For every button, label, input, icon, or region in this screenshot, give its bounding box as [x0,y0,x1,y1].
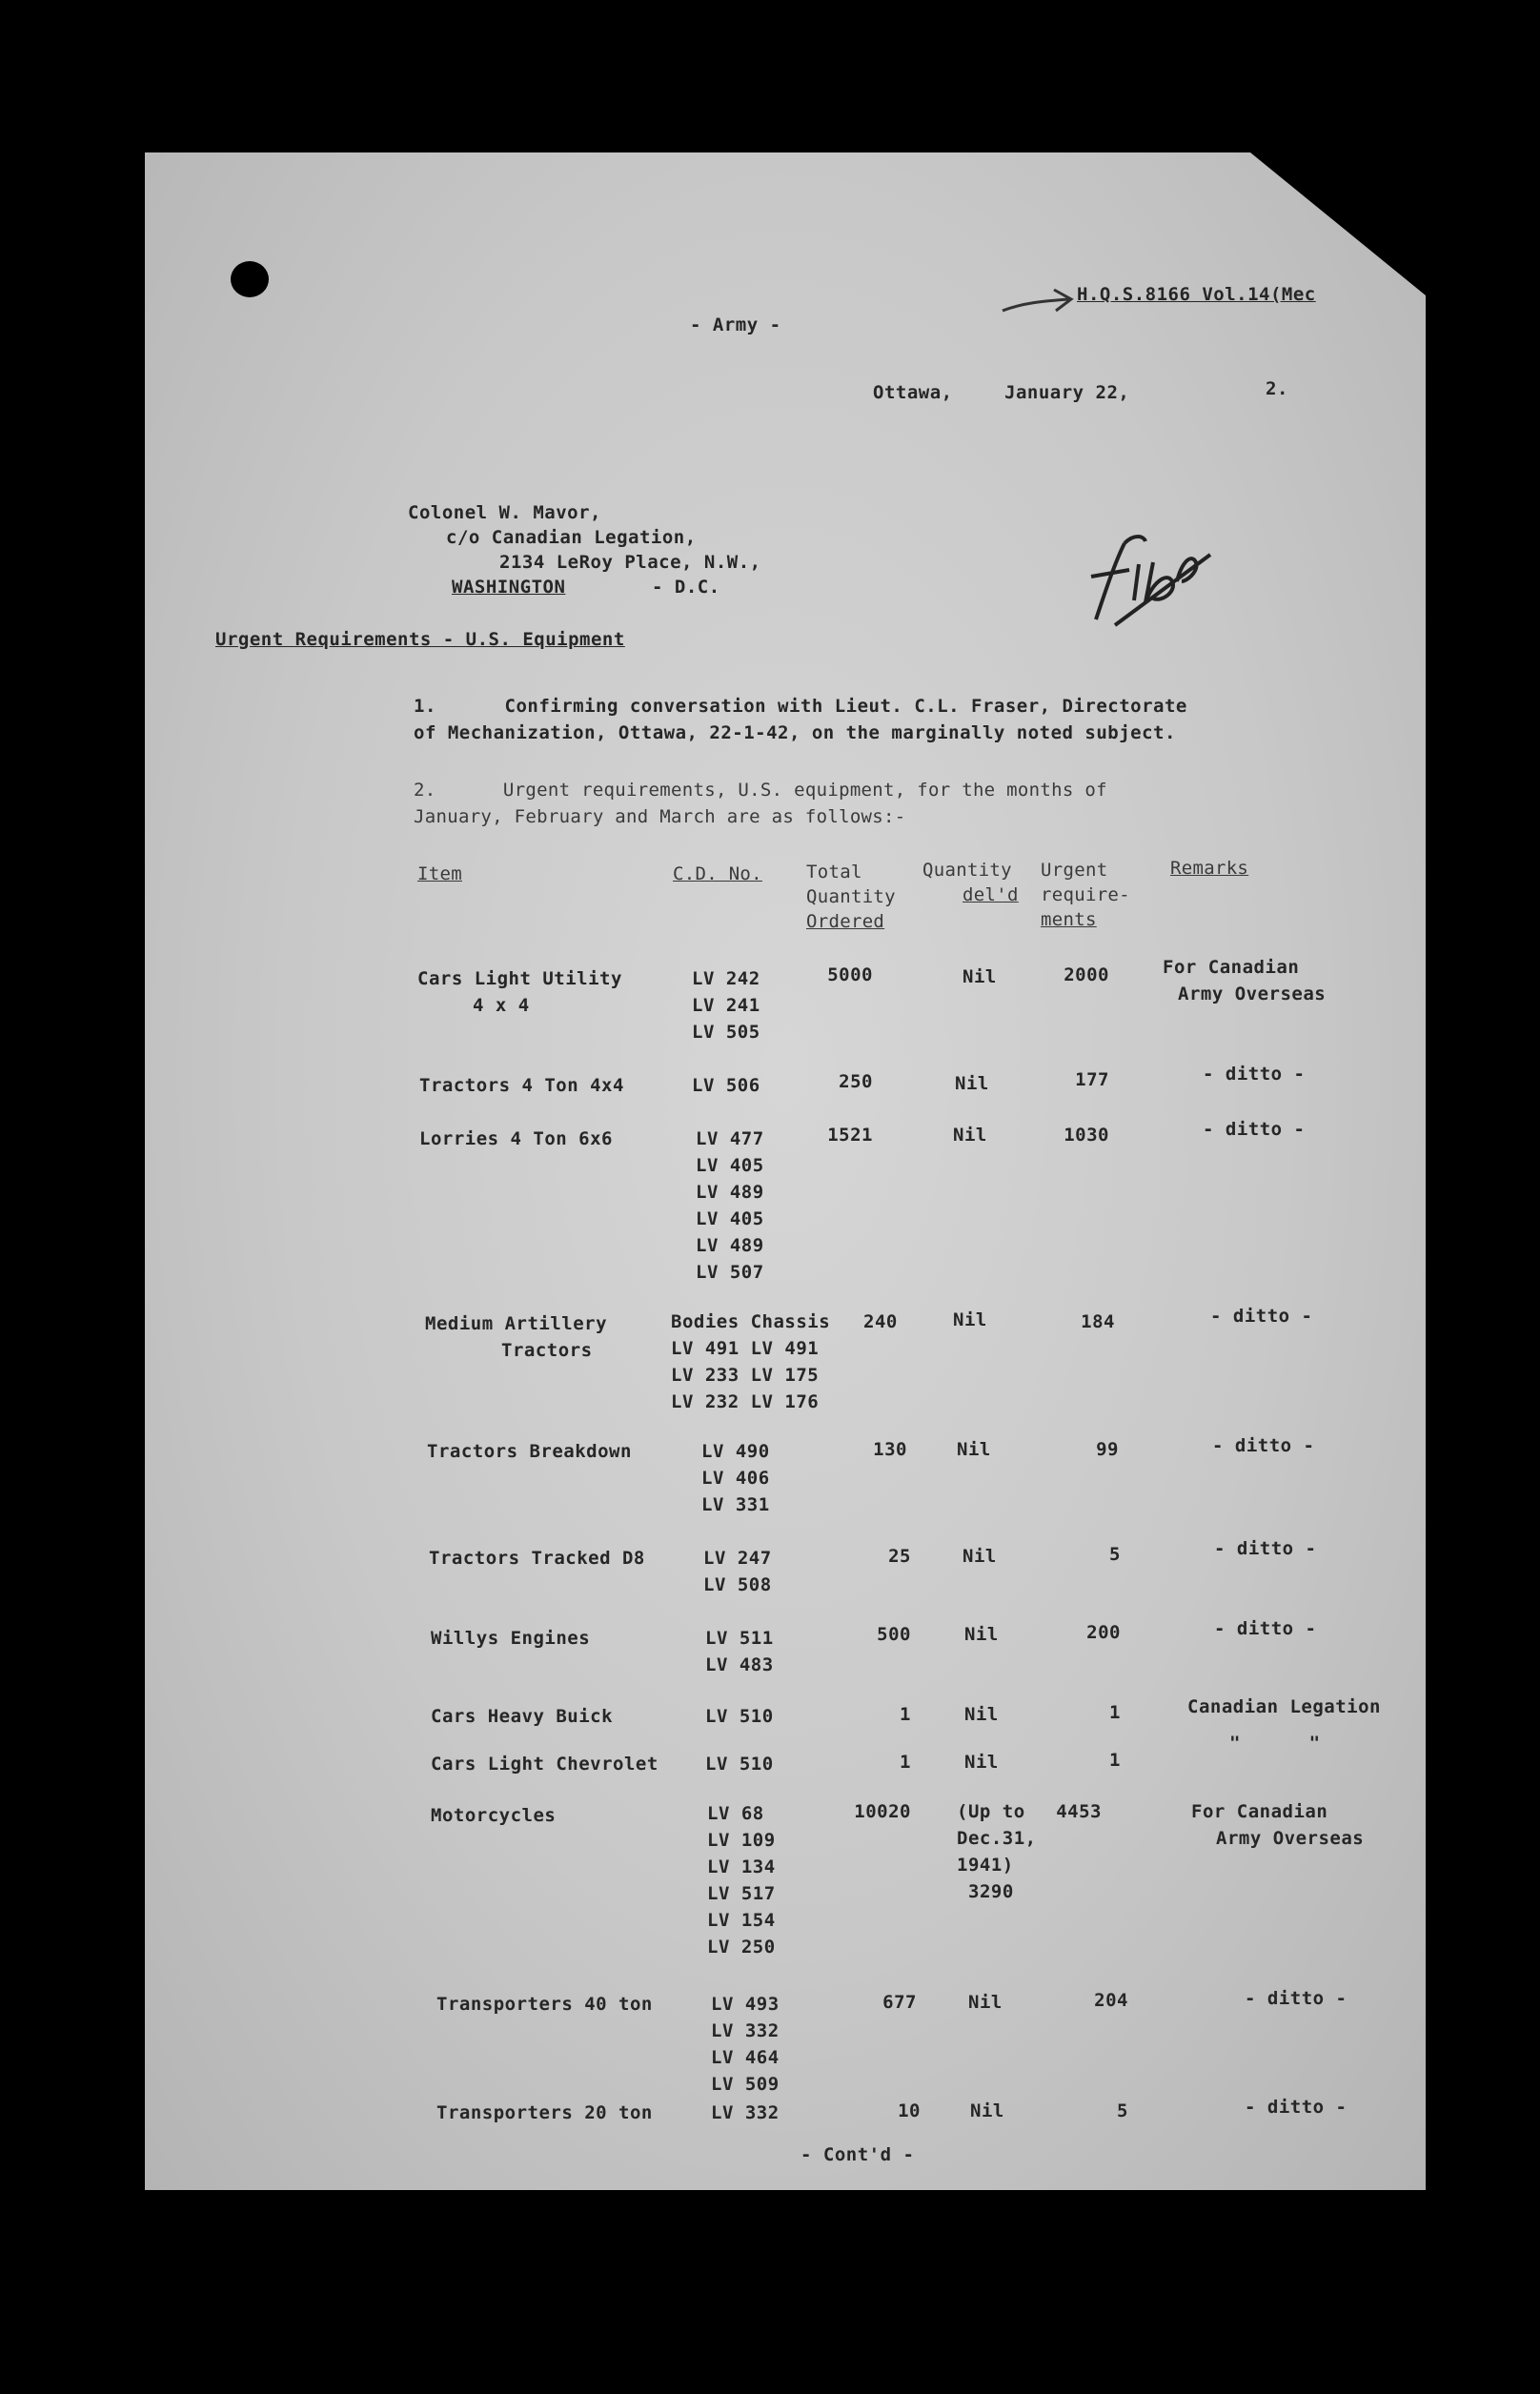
row-cd-no: LV 489 [696,1235,764,1256]
row-item: Tractors Breakdown [427,1441,632,1462]
row-cd-no: LV 247 [703,1548,772,1569]
row-cd-no: LV 464 [711,2047,780,2068]
col-header-remarks: Remarks [1170,858,1249,879]
address-line-3: 2134 LeRoy Place, N.W., [499,552,761,573]
row-urgent: 5 [1109,1544,1121,1565]
row-remarks: For Canadian [1163,957,1300,978]
row-delivered: Nil [957,1439,991,1460]
row-cd-no: LV 511 [705,1628,774,1649]
col-header-total-3: Ordered [806,911,885,932]
row-cd-no: LV 510 [705,1754,774,1775]
row-remarks: For Canadian [1191,1801,1328,1822]
row-remarks: - ditto - [1214,1618,1317,1639]
continued-note: - Cont'd - [800,2144,915,2165]
row-cd-no: Bodies Chassis [671,1311,831,1332]
row-ordered: 250 [839,1071,873,1092]
row-delivered: Nil [970,2100,1004,2121]
row-ordered: 10020 [854,1801,911,1822]
row-remarks: - ditto - [1245,2097,1348,2118]
row-delivered-line: Dec.31, [957,1828,1037,1849]
row-urgent: 5 [1117,2100,1128,2121]
punch-hole [231,261,269,297]
file-reference: H.Q.S.8166 Vol.14(Mec [1077,284,1316,305]
row-ordered: 500 [877,1624,911,1645]
row-item: Tractors Tracked D8 [429,1548,645,1569]
row-urgent: 99 [1096,1439,1119,1460]
row-delivered: Nil [962,1546,997,1567]
paragraph-2-line-2: January, February and March are as follows:- [414,806,906,827]
row-cd-no: LV 332 [711,2102,780,2123]
row-item-line-2: Tractors [501,1340,593,1361]
row-cd-no: LV 405 [696,1208,764,1229]
row-urgent: 1 [1109,1750,1121,1771]
row-cd-no: LV 490 [701,1441,770,1462]
row-remarks-line-2: Army Overseas [1178,984,1327,1004]
subject-heading: Urgent Requirements - U.S. Equipment [215,629,625,650]
row-cd-no: LV 483 [705,1654,774,1675]
row-ordered: 1 [900,1704,911,1725]
row-remarks: " " [1229,1733,1321,1754]
row-item: Transporters 40 ton [436,1994,653,2015]
paragraph-2-line-1: 2. Urgent requirements, U.S. equipment, for the months of [414,780,1107,801]
row-cd-no: LV 489 [696,1182,764,1203]
row-item: Medium Artillery [425,1313,608,1334]
row-remarks: - ditto - [1245,1988,1348,2009]
row-urgent: 200 [1086,1622,1121,1643]
row-cd-no: LV 233 LV 175 [671,1365,820,1386]
row-delivered-line: 1941) [957,1855,1014,1876]
row-delivered: Nil [962,966,997,987]
paragraph-1-line-1: 1. Confirming conversation with Lieut. C.L. Fraser, Directorate [414,696,1187,717]
handwritten-file-note [1086,505,1220,629]
row-ordered: 25 [888,1546,911,1567]
col-header-total-1: Total [806,862,862,883]
row-ordered: 677 [882,1992,917,2013]
row-remarks: - ditto - [1203,1064,1306,1085]
address-state: - D.C. [652,577,720,598]
date: January 22, [1004,382,1130,403]
row-urgent: 184 [1081,1311,1115,1332]
row-cd-no: LV 508 [703,1574,772,1595]
row-item: Willys Engines [431,1628,591,1649]
address-line-1: Colonel W. Mavor, [408,502,601,523]
address-city: WASHINGTON [452,577,566,598]
col-header-total-2: Quantity [806,886,896,907]
row-delivered: (Up to [957,1801,1025,1822]
row-delivered: Nil [953,1309,987,1330]
row-cd-no: LV 134 [707,1856,776,1877]
row-urgent: 1030 [1064,1125,1109,1146]
row-remarks: - ditto - [1203,1119,1306,1140]
row-cd-no: LV 332 [711,2020,780,2041]
row-urgent: 177 [1075,1069,1109,1090]
row-delivered: Nil [964,1624,999,1645]
row-cd-no: LV 250 [707,1937,776,1958]
col-header-urgent-2: require- [1041,884,1130,905]
row-cd-no: LV 507 [696,1262,764,1283]
col-header-delivered-1: Quantity [922,860,1012,881]
row-cd-no: LV 491 LV 491 [671,1338,820,1359]
department: - Army - [690,314,781,335]
document-page [145,152,1426,2190]
row-cd-no: LV 477 [696,1128,764,1149]
row-remarks-line-2: Army Overseas [1216,1828,1365,1849]
row-urgent: 204 [1094,1990,1128,2011]
row-remarks: Canadian Legation [1187,1696,1381,1717]
row-cd-no: LV 241 [692,995,760,1016]
row-ordered: 240 [863,1311,898,1332]
col-header-urgent-1: Urgent [1041,860,1108,881]
row-cd-no: LV 406 [701,1468,770,1489]
row-ordered: 130 [873,1439,907,1460]
row-ordered: 10 [898,2100,921,2121]
row-remarks: - ditto - [1212,1435,1315,1456]
row-item: Transporters 20 ton [436,2102,653,2123]
row-cd-no: LV 510 [705,1706,774,1727]
row-ordered: 1521 [827,1125,873,1146]
row-cd-no: LV 505 [692,1022,760,1043]
row-cd-no: LV 405 [696,1155,764,1176]
row-cd-no: LV 509 [711,2074,780,2095]
place: Ottawa, [873,382,953,403]
col-header-delivered-2: del'd [962,884,1019,905]
col-header-cd-no: C.D. No. [673,863,762,884]
paragraph-1-line-2: of Mechanization, Ottawa, 22-1-42, on the marginally noted subject. [414,722,1176,743]
row-cd-no: LV 232 LV 176 [671,1391,820,1412]
row-urgent: 1 [1109,1702,1121,1723]
row-ordered: 1 [900,1752,911,1773]
row-remarks: - ditto - [1210,1306,1313,1327]
row-item: Cars Heavy Buick [431,1706,614,1727]
row-cd-no: LV 506 [692,1075,760,1096]
address-line-2: c/o Canadian Legation, [446,527,697,548]
row-delivered: Nil [955,1073,989,1094]
row-delivered: Nil [964,1752,999,1773]
row-item-line-2: 4 x 4 [473,995,530,1016]
row-ordered: 5000 [827,964,873,985]
page-number: 2. [1266,378,1288,399]
col-header-item: Item [417,863,462,884]
row-cd-no: LV 154 [707,1910,776,1931]
row-delivered: Nil [964,1704,999,1725]
row-cd-no: LV 68 [707,1803,764,1824]
row-cd-no: LV 109 [707,1830,776,1851]
row-item: Lorries 4 Ton 6x6 [419,1128,613,1149]
row-cd-no: LV 331 [701,1494,770,1515]
row-cd-no: LV 517 [707,1883,776,1904]
row-item: Cars Light Utility [417,968,622,989]
row-delivered-line: 3290 [968,1881,1014,1902]
row-item: Tractors 4 Ton 4x4 [419,1075,624,1096]
col-header-urgent-3: ments [1041,909,1097,930]
row-urgent: 2000 [1064,964,1109,985]
row-remarks: - ditto - [1214,1538,1317,1559]
row-cd-no: LV 242 [692,968,760,989]
row-delivered: Nil [953,1125,987,1146]
row-cd-no: LV 493 [711,1994,780,2015]
row-item: Motorcycles [431,1805,557,1826]
row-delivered: Nil [968,1992,1003,2013]
arrow-icon [999,286,1075,320]
row-item: Cars Light Chevrolet [431,1754,659,1775]
row-urgent: 4453 [1056,1801,1102,1822]
